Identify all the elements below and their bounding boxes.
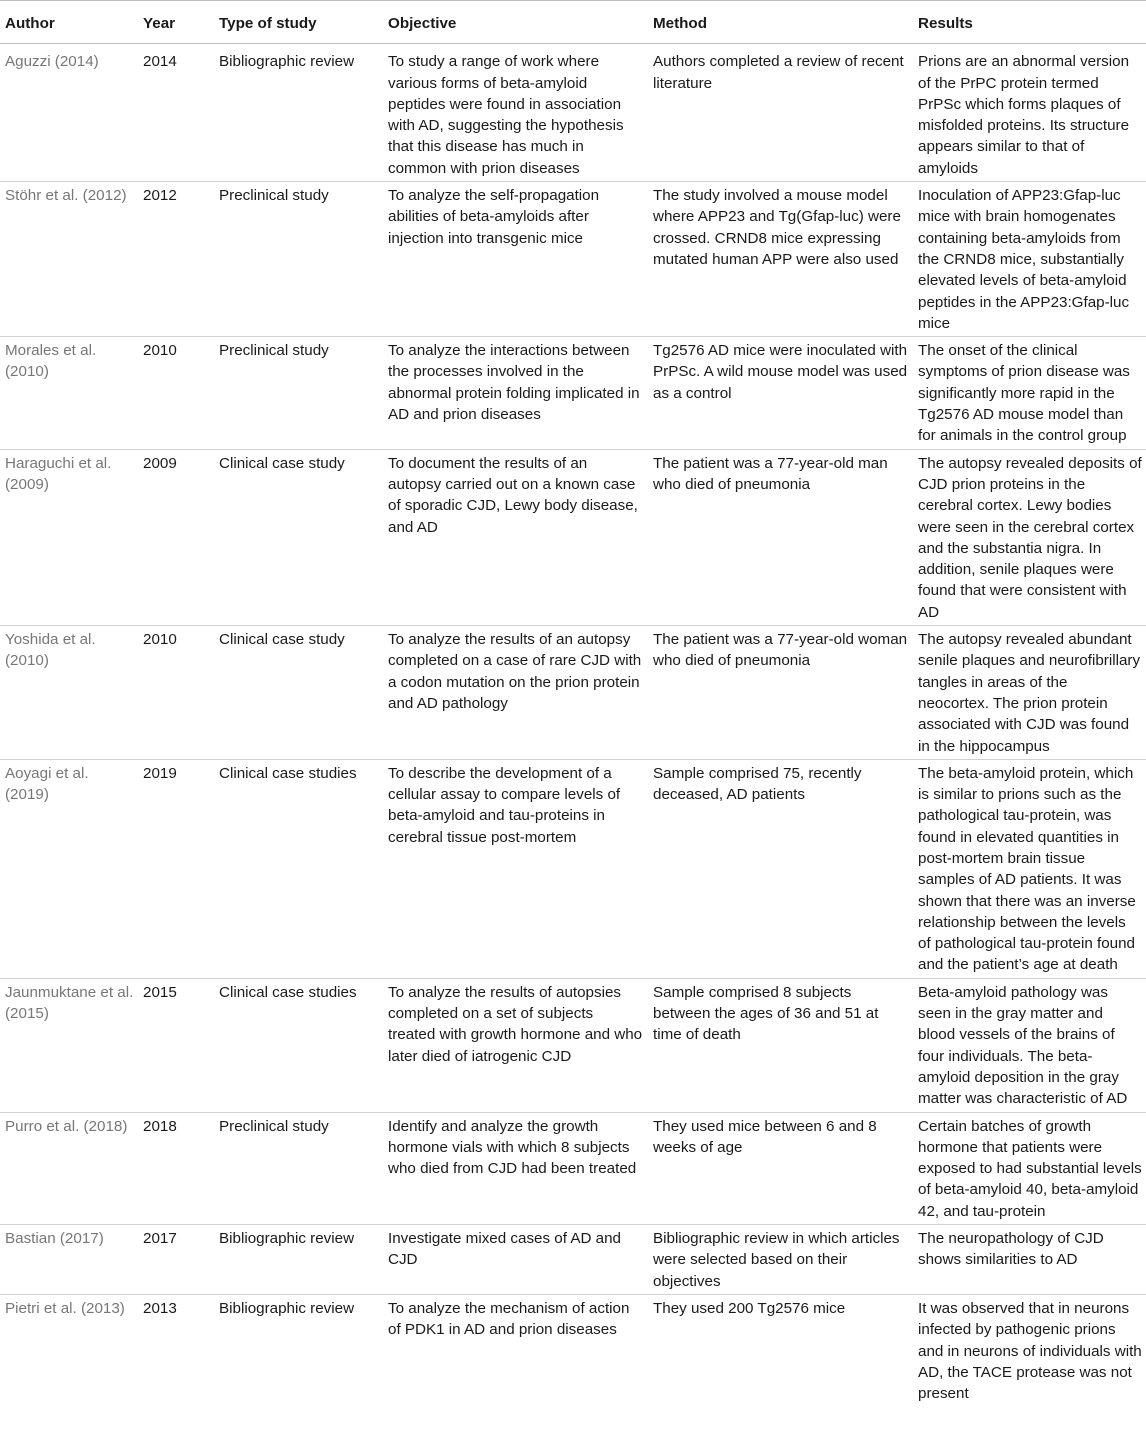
cell-method: Bibliographic review in which articles were selected based on their objectives xyxy=(648,1225,913,1295)
cell-method: They used mice between 6 and 8 weeks of age xyxy=(648,1112,913,1224)
cell-objective: To study a range of work where various forms of beta-amyloid peptides were found in association with AD, suggesting the hypothesis that this disease has much in common with prion diseases xyxy=(383,44,648,182)
cell-objective: To analyze the interactions between the processes involved in the abnormal protein folding implicated in AD and prion diseases xyxy=(383,337,648,449)
cell-type: Preclinical study xyxy=(214,182,383,337)
cell-method: The patient was a 77-year-old man who died of pneumonia xyxy=(648,449,913,625)
cell-year: 2012 xyxy=(138,182,214,337)
cell-author: Bastian (2017) xyxy=(0,1225,138,1295)
cell-method: The study involved a mouse model where APP23 and Tg(Gfap-luc) were crossed. CRND8 mice expressing mutated human APP were also used xyxy=(648,182,913,337)
cell-author: Purro et al. (2018) xyxy=(0,1112,138,1224)
header-year: Year xyxy=(138,1,214,44)
cell-objective: To document the results of an autopsy carried out on a known case of sporadic CJD, Lewy body disease, and AD xyxy=(383,449,648,625)
cell-results: Inoculation of APP23:Gfap-luc mice with brain homogenates containing beta-amyloids from the CRND8 mice, substantially elevated levels of beta-amyloid peptides in the APP23:Gfap-luc mice xyxy=(913,182,1146,337)
cell-type: Clinical case study xyxy=(214,449,383,625)
table-row xyxy=(0,626,1146,760)
cell-type: Bibliographic review xyxy=(219,1299,355,1317)
cell-author: Pietri et al. (2013) xyxy=(5,1299,125,1317)
cell-objective: To analyze the self-propagation abilities of beta-amyloids after injection into transgenic mice xyxy=(383,182,648,337)
cell-year: 2014 xyxy=(138,44,214,182)
cell-year: 2013 xyxy=(143,1299,177,1317)
cell-results: The autopsy revealed deposits of CJD prion proteins in the cerebral cortex. Lewy bodies were seen in the cerebral cortex and the substantia nigra. In addition, senile plaques were found that were consistent with AD xyxy=(913,449,1146,625)
cell-type: Bibliographic review xyxy=(214,44,383,182)
cell-results: Prions are an abnormal version of the PrPC protein termed PrPSc which forms plaques of misfolded proteins. Its structure appears similar to that of amyloids xyxy=(913,44,1146,182)
cell-author: Jaunmuktane et al. (2015) xyxy=(0,978,138,1112)
cell-objective: To analyze the results of autopsies completed on a set of subjects treated with growth hormone and who later died of iatrogenic CJD xyxy=(383,978,648,1112)
cell-year: 2010 xyxy=(138,626,214,760)
cell-author: Aguzzi (2014) xyxy=(0,44,138,182)
header-type-of-study: Type of study xyxy=(214,1,383,44)
table-row xyxy=(0,182,1146,337)
cell-results: The autopsy revealed abundant senile plaques and neurofibrillary tangles in areas of the neocortex. The prion protein associated with CJD was found in the hippocampus xyxy=(913,626,1146,760)
table-row xyxy=(0,759,1146,978)
cell-author: Aoyagi et al. (2019) xyxy=(0,759,138,978)
header-results: Results xyxy=(913,1,1146,44)
cell-objective: To analyze the mechanism of action of PDK1 in AD and prion diseases xyxy=(388,1299,630,1339)
cell-method: Sample comprised 8 subjects between the ages of 36 and 51 at time of death xyxy=(648,978,913,1112)
table-row xyxy=(0,449,1146,625)
cell-results: The beta-amyloid protein, which is similar to prions such as the pathological tau-protein, was found in elevated quantities in post-mortem brain tissue samples of AD patients. It was shown that there was an inverse relationship between the levels of pathological tau-protein found and the patient’s age at death xyxy=(913,759,1146,978)
header-method: Method xyxy=(648,1,913,44)
cell-year: 2017 xyxy=(138,1225,214,1295)
cell-year: 2018 xyxy=(138,1112,214,1224)
cell-type: Preclinical study xyxy=(214,337,383,449)
cell-author: Haraguchi et al. (2009) xyxy=(0,449,138,625)
cell-method: Tg2576 AD mice were inoculated with PrPSc. A wild mouse model was used as a control xyxy=(648,337,913,449)
cell-type: Preclinical study xyxy=(214,1112,383,1224)
cell-type: Clinical case studies xyxy=(214,978,383,1112)
header-objective: Objective xyxy=(383,1,648,44)
header-author: Author xyxy=(0,1,138,44)
cell-method: Authors completed a review of recent literature xyxy=(648,44,913,182)
cell-results: It was observed that in neurons infected by pathogenic prions and in neurons of individuals with AD, the TACE protease was not present xyxy=(918,1299,1142,1403)
cell-type: Clinical case studies xyxy=(214,759,383,978)
cell-objective: Identify and analyze the growth hormone vials with which 8 subjects who died from CJD had been treated xyxy=(383,1112,648,1224)
cell-results: Beta-amyloid pathology was seen in the gray matter and blood vessels of the brains of four individuals. The beta-amyloid deposition in the gray matter was characteristic of AD xyxy=(913,978,1146,1112)
cell-type: Clinical case study xyxy=(214,626,383,760)
cell-year: 2019 xyxy=(138,759,214,978)
cell-year: 2015 xyxy=(138,978,214,1112)
table-row xyxy=(0,1294,1146,1406)
cell-objective: To describe the development of a cellular assay to compare levels of beta-amyloid and tau-proteins in cerebral tissue post-mortem xyxy=(383,759,648,978)
table-header-row xyxy=(0,1,1146,44)
cell-objective: To analyze the results of an autopsy completed on a case of rare CJD with a codon mutation on the prion protein and AD pathology xyxy=(383,626,648,760)
cell-objective: Investigate mixed cases of AD and CJD xyxy=(383,1225,648,1295)
cell-method: Sample comprised 75, recently deceased, AD patients xyxy=(648,759,913,978)
cell-results: The onset of the clinical symptoms of prion disease was significantly more rapid in the Tg2576 AD mouse model than for animals in the control group xyxy=(913,337,1146,449)
cell-author: Morales et al. (2010) xyxy=(0,337,138,449)
table-row xyxy=(0,978,1146,1112)
cell-method: They used 200 Tg2576 mice xyxy=(653,1299,846,1317)
cell-author: Yoshida et al. (2010) xyxy=(0,626,138,760)
table-row xyxy=(0,337,1146,449)
cell-results: The neuropathology of CJD shows similarities to AD xyxy=(913,1225,1146,1295)
cell-author: Stöhr et al. (2012) xyxy=(0,182,138,337)
table-row xyxy=(0,1225,1146,1295)
cell-type: Bibliographic review xyxy=(214,1225,383,1295)
cell-year: 2010 xyxy=(138,337,214,449)
cell-method: The patient was a 77-year-old woman who died of pneumonia xyxy=(648,626,913,760)
cell-year: 2009 xyxy=(138,449,214,625)
table-row xyxy=(0,1112,1146,1224)
cell-results: Certain batches of growth hormone that patients were exposed to had substantial levels of beta-amyloid 40, beta-amyloid 42, and tau-protein xyxy=(913,1112,1146,1224)
table-row xyxy=(0,44,1146,182)
